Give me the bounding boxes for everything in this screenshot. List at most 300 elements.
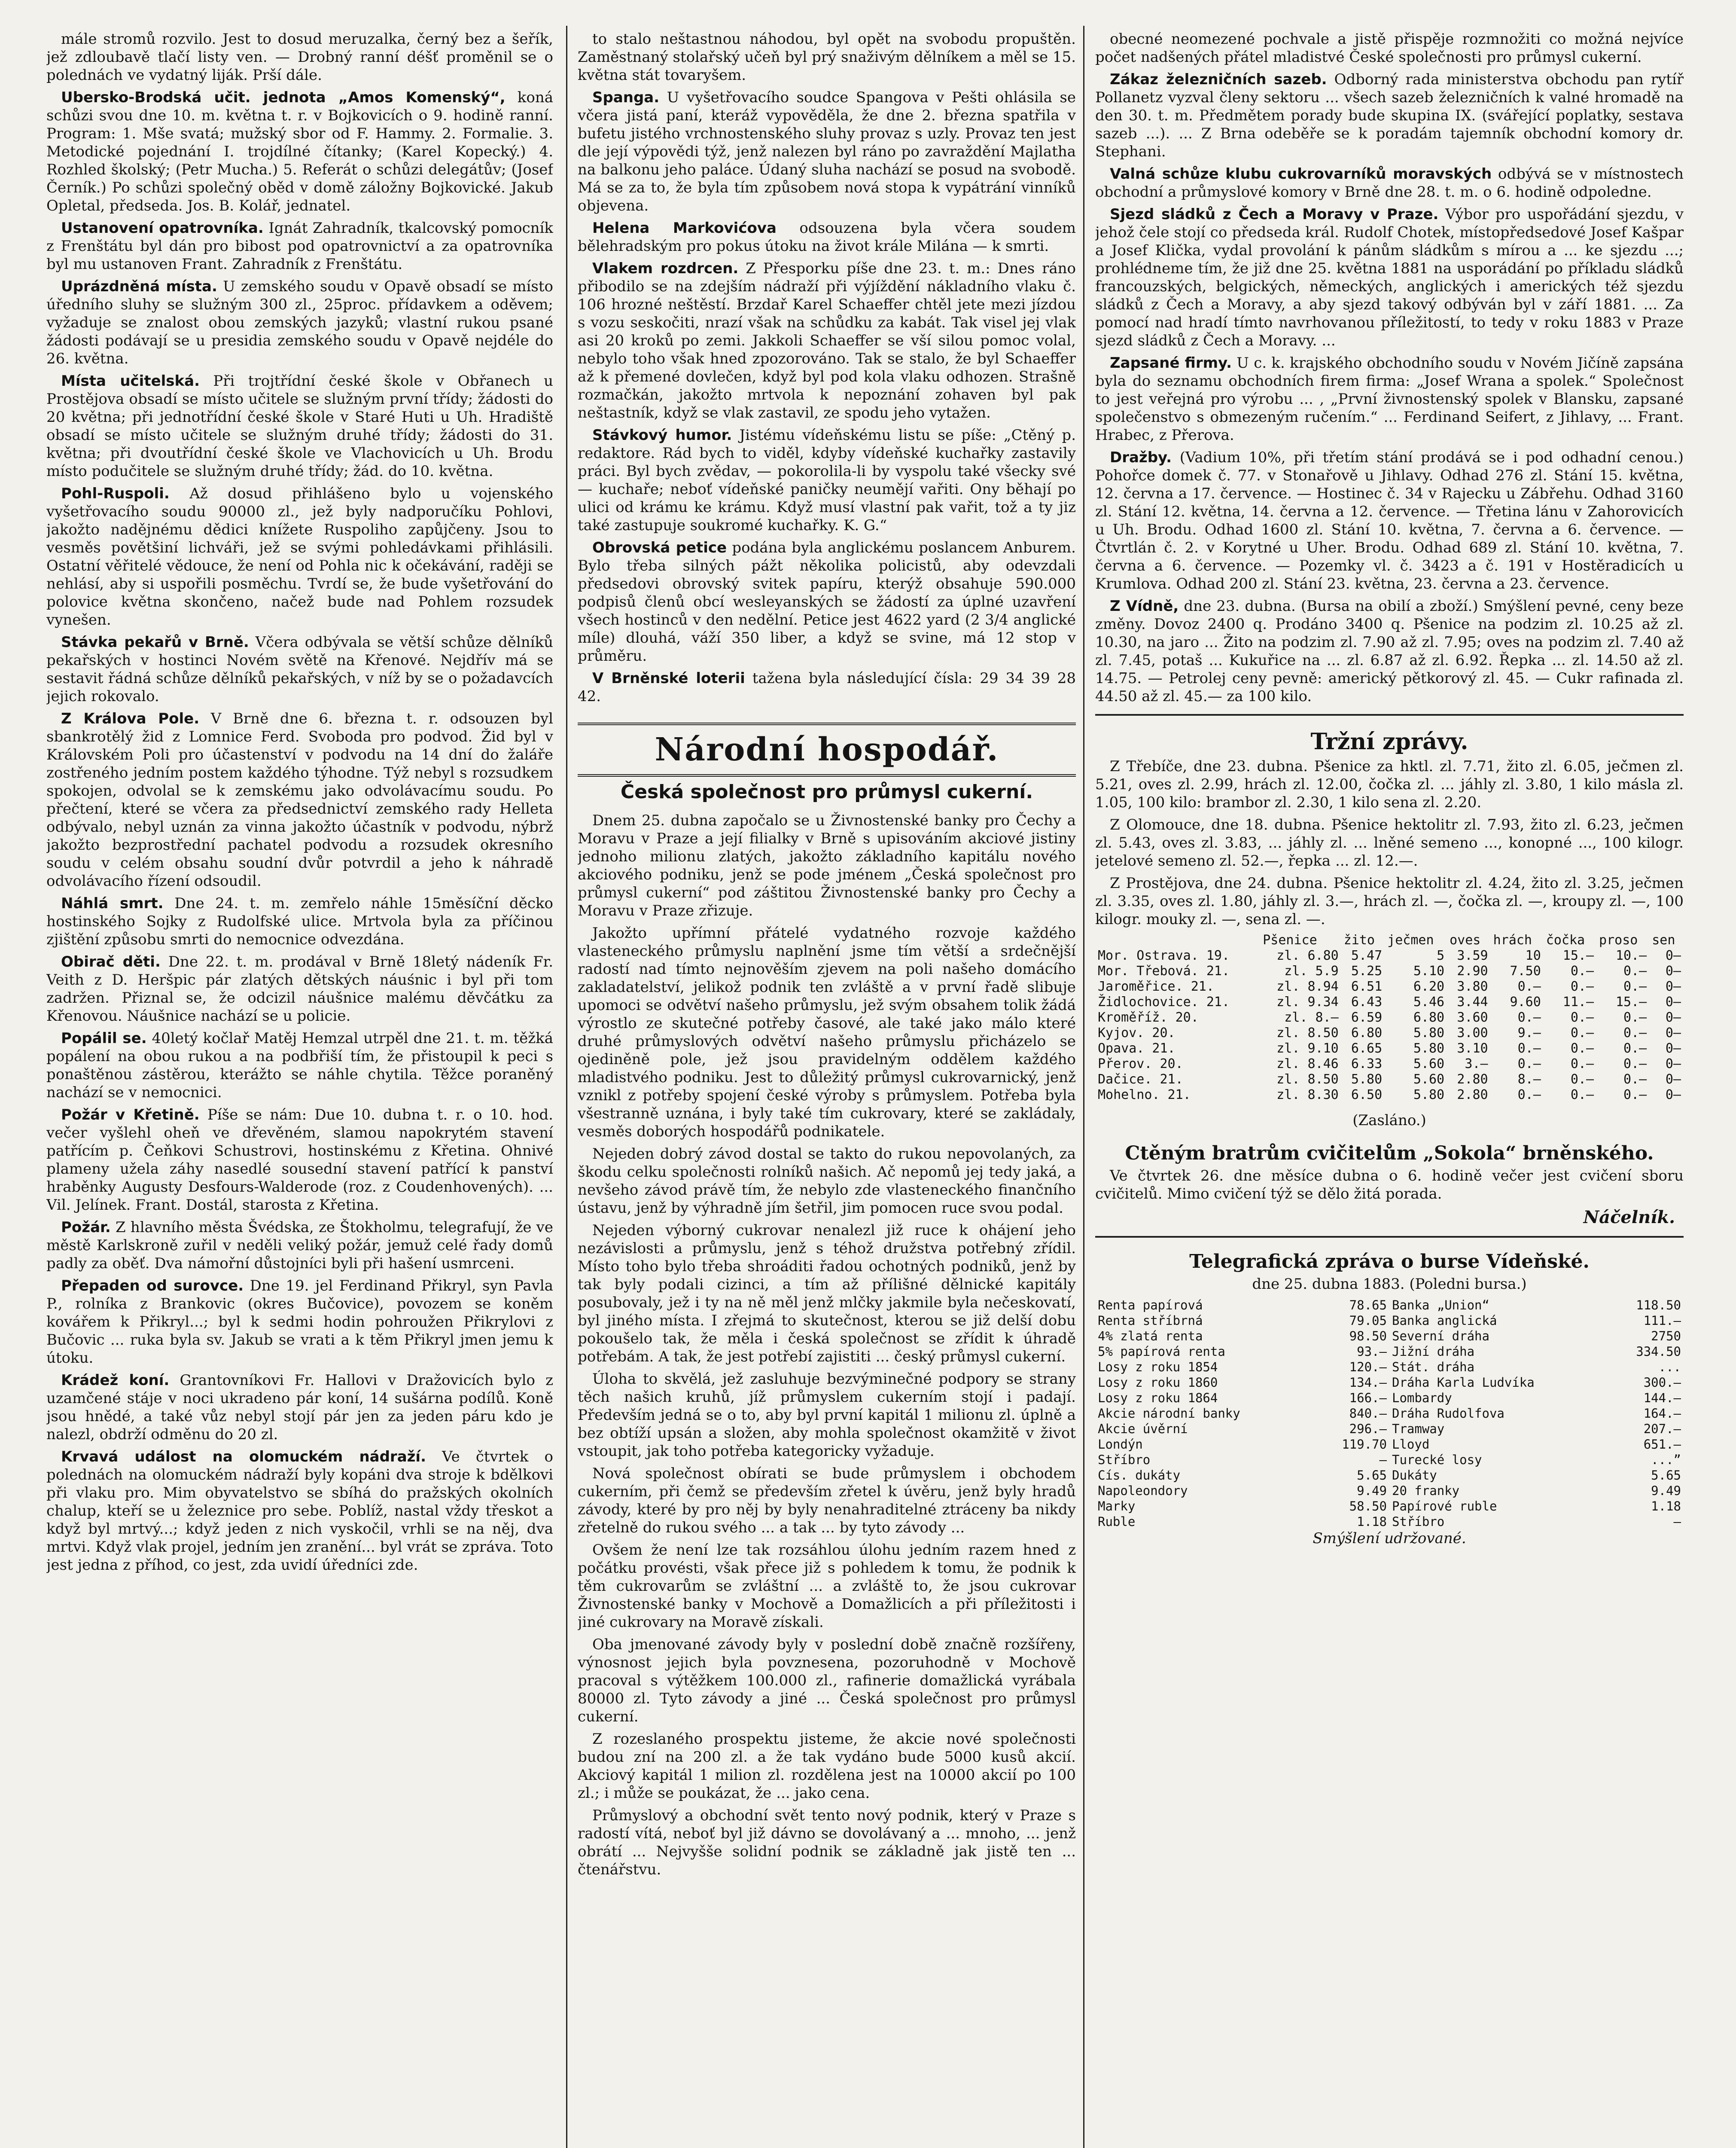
table-cell: 6.59 bbox=[1351, 1010, 1383, 1025]
exchange-footer: Smýšlení udržované. bbox=[1313, 1530, 1466, 1547]
table-cell: 15.— bbox=[1562, 948, 1594, 963]
table-cell: Stříbro bbox=[1392, 1514, 1445, 1529]
table-cell: 9.49 bbox=[1357, 1483, 1387, 1498]
article-text: Oba jmenované závody byly v poslední době značně rozšířeny, výnosnost jejich byla povznesena, pozoruhodně v Mochově pracoval s výtěžkem 100.000 zl., rafinerie domažlická vyrábala 80000 zl. Tyto závody a jiné ... Česká společnost pro průmysl cukerní. bbox=[578, 1636, 1076, 1725]
table-cell: 5 bbox=[1437, 948, 1445, 963]
article-text: Až dosud přihlášeno bylo u vojenského vyšetřovacího soudu 90000 zl., jež byly nadporučíku Pohlovi, jakožto nadějnému dědici knížete Ruspoliho zapůjčeny. Jsou to vesměs povětšiní lichváři, jež se svými pohledávkami přihlásili. Ostatní věřitelé vědouce, že není od Pohla nic k očekávání, raději se nehlásí, aby si uspořili posměchu. Tvrdí se, že bude vyšetřování do polovice května skončeno, načež bude nad Pohlem rozsudek vynešen. bbox=[46, 485, 553, 629]
article-heading: Helena Markovićova bbox=[592, 220, 777, 237]
table-row bbox=[1095, 1087, 1684, 1103]
table-cell: 7.50 bbox=[1510, 964, 1541, 979]
column-rule bbox=[1083, 26, 1084, 2148]
table-cell: zl. 8.— bbox=[1284, 1010, 1339, 1025]
table-cell: ... bbox=[1658, 1360, 1681, 1374]
table-row bbox=[1095, 1072, 1684, 1087]
table-cell: 15.— bbox=[1615, 995, 1647, 1010]
article-text: mále stromů rozvilo. Jest to dosud meruzalka, černý bez a šeřík, jež zdloubavě tlačí listy ven. — Drobný ranní déšť proměnil se o polednách ve vydatný liják. Prší dále. bbox=[46, 31, 553, 84]
table-row bbox=[1095, 1375, 1684, 1390]
article-heading: Obrovská petice bbox=[592, 539, 727, 556]
table-cell: 6.51 bbox=[1351, 979, 1383, 994]
table-cell: 4% zlatá renta bbox=[1098, 1329, 1203, 1343]
table-cell: Opava. 21. bbox=[1098, 1041, 1176, 1056]
article-heading: Ustanovení opatrovníka. bbox=[61, 220, 264, 237]
article-heading: Valná schůze klubu cukrovarníků moravských bbox=[1110, 165, 1492, 183]
table-row bbox=[1095, 1344, 1684, 1359]
table-row bbox=[1095, 1359, 1684, 1375]
table-cell: zl. 9.10 bbox=[1276, 1041, 1339, 1056]
table-cell: 0.— bbox=[1517, 1056, 1541, 1071]
column-2 bbox=[578, 30, 1076, 2148]
table-cell: 5.60 bbox=[1413, 1056, 1445, 1071]
table-cell: 9.49 bbox=[1651, 1483, 1681, 1498]
table-cell: 0.— bbox=[1517, 1010, 1541, 1025]
article-heading: Krvavá událost na olomuckém nádraží. bbox=[61, 1448, 426, 1465]
table-cell: 651.— bbox=[1643, 1437, 1681, 1452]
table-cell: 6.50 bbox=[1351, 1087, 1383, 1102]
table-cell: 98.50 bbox=[1349, 1329, 1387, 1343]
article-heading: Dražby. bbox=[1110, 449, 1172, 466]
table-cell: 5.65 bbox=[1357, 1468, 1387, 1483]
article bbox=[46, 894, 553, 949]
table-cell: 0.— bbox=[1570, 1010, 1594, 1025]
article-heading: Uprázdněná místa. bbox=[61, 278, 217, 295]
table-cell: 0— bbox=[1665, 979, 1681, 994]
table-cell: zl. 8.94 bbox=[1276, 979, 1339, 994]
table-row bbox=[1095, 1313, 1684, 1328]
article-text: Ovšem že není lze tak rozsáhlou úlohu jedním razem hned z počátku provésti, však přece již s pohledem k tomu, že podnik k těm cukrovarům se zvláštní ... a zvláště to, že jsou cukrovar Živnostenské banky v Mochově a Domažlicích a při příležitosti i jiné cukrovary na Moravě získali. bbox=[578, 1541, 1076, 1631]
table-cell: 111.— bbox=[1643, 1313, 1681, 1328]
table-cell: 3.00 bbox=[1457, 1025, 1488, 1040]
table-cell: 5.80 bbox=[1413, 1041, 1445, 1056]
table-cell: Losy z roku 1854 bbox=[1098, 1360, 1218, 1374]
table-cell: 2.80 bbox=[1457, 1087, 1488, 1102]
table-cell: 2.80 bbox=[1457, 1072, 1488, 1087]
table-cell: 134.— bbox=[1349, 1375, 1387, 1390]
market-heading: Tržní zprávy. bbox=[1310, 729, 1468, 755]
table-cell: Losy z roku 1864 bbox=[1098, 1391, 1218, 1405]
table-cell: 78.65 bbox=[1349, 1298, 1387, 1312]
article-heading: Stávkový humor. bbox=[592, 427, 732, 444]
table-cell: 0.— bbox=[1623, 979, 1647, 994]
article-text: Píše se nám: Due 10. dubna t. r. o 10. hod. večer vyšlehl oheň ve dřevěném, slamou napokrytém stavení patřícím p. Čeňkovi Schustrovi, hostinskému z Křetina. Ohnivé plameny užela záhy nasedlé sousední stavení patřící k panství hraběnky Augusty Desfours-Walderode (roz. z Coudenhovených). ... Vil. Jelínek. Frant. Dostál, starosta z Křetina. bbox=[46, 1106, 553, 1214]
column-header bbox=[1095, 933, 1260, 948]
table-cell: 9.60 bbox=[1510, 995, 1541, 1010]
exchange-subheading: dne 25. dubna 1883. (Poledni bursa.) bbox=[1252, 1275, 1527, 1293]
article-text: Dne 24. t. m. zemřelo náhle 15měsíční děcko hostinského Sojky z Rudolfské ulice. Mrtvola byla za příčinou zjištění způsobu smrti do nemocnice odvezdána. bbox=[46, 895, 553, 948]
article-text: Nejeden dobrý závod dostal se takto do rukou nepovolaných, za škodu celku společnosti rolníků našich. Ač nepomů jej tedy jaká, a nevšeho závod právě tím, že nebylo zde vlasteneckého finančního ústavu, jenž by výhradně jím šetřil, jim pomocen ruce svou podal. bbox=[578, 1145, 1076, 1217]
divider bbox=[1095, 1236, 1684, 1238]
article bbox=[46, 1029, 553, 1101]
article-heading: Pohl-Ruspoli. bbox=[61, 485, 170, 502]
article-text: 40letý kočlař Matěj Hemzal utrpěl dne 21. t. m. těžká popálení na obou rukou a na podbřiší tím, že přistoupil k peci s ponaštěnou zástěrou, kterážto se náhle chytila. Těžce poraněný nachází se v nemocnici. bbox=[46, 1030, 553, 1101]
article-text: Úloha to skvělá, jež zasluhuje bezvýminečné podpory se strany těch našich kruhů, jíž průmyslem cukerním stojí i padají. Především jedná se o to, aby byl první kapitál 1 milionu zl. úplně a bez obtíží upsán a složen, aby mohla společnost okamžitě v život vstoupit, jak toho potřeba kategoricky vyžaduje. bbox=[578, 1370, 1076, 1460]
table-cell: 0.— bbox=[1623, 1025, 1647, 1040]
table-row bbox=[1095, 964, 1684, 979]
article bbox=[1095, 205, 1684, 350]
table-cell: 0— bbox=[1665, 1087, 1681, 1102]
notice-heading: Ctěným bratrům cvičitelům „Sokola“ brněnského. bbox=[1125, 1142, 1654, 1164]
article-text: Jistému vídeňskému listu se píše: „Ctěný p. redaktore. Rád bych to viděl, kdyby vídeňské kuchařky zastavily práci. Byl bych zvědav, — pokorolila-li by vyspolu také všecky své — kuchaře; neboť vídeňské paničky neumějí vařiti. Ony běhají po ulici od krámu ke krámu. Když musí vlastní pak vařit, tož a ty jiz také zastupuje soukromé kuchařky. K. G.“ bbox=[578, 427, 1076, 534]
article bbox=[578, 669, 1076, 705]
table-cell: Mor. Třebová. 21. bbox=[1098, 964, 1230, 979]
article bbox=[578, 219, 1076, 255]
table-row bbox=[1095, 1406, 1684, 1421]
article bbox=[46, 953, 553, 1025]
article-text: Z Přesporku píše dne 23. t. m.: Dnes ráno přibodilo se na zdejším nádraží při výjíždění nákladního vlaku č. 106 hrozné neštěstí. Brzdař Karel Schaeffer chtěl jete mezi jízdou s vozu seskočiti, nrazí však na schůdku za kabát. Tak visel jej vlak asi 20 kroků po zemi. Jakkoli Schaeffer se vší silou pomoc volal, nebylo toho však hned zpozorováno. Tak se stalo, že byl Schaeffer až k přemené dovlečen, když byl pod kola vlaku odhozen. Strašně rozmačkán, jakožto mrtvola k nepoznání zohaven byl pak neštastník, když se vlak zastavil, ze spodu jeho vytažen. bbox=[578, 260, 1076, 421]
article-text: Jakožto upřímní přátelé vydatného rozvoje každého vlasteneckého průmyslu naplnění jsme tím větší a srdečnější radostí nad tímto nejnověším zjevem na poli našeho domácího zakladatelství, jelikož podnik ten zvláště a v první řadě slibuje upomoci se odvětví našeho průmyslu, jež svým obsahem tolik žádá výrostlo ze skutečné potřeby časové, ale také jako málo které druhé průmyslových odvětví našeho průmyslu přicházelo se ojediněně pole, jež jsou pravidelným oddělem každého mladistvého podniku. Jest to důležitý průmysl cukrovarnický, jenž vznikl z potřeby spojení české výroby s průmyslem. Potřeba byla všestranně uznána, i byly také tím cukrovary, které se zakládaly, vesměs doborých hospodářů podnikatele. bbox=[578, 924, 1076, 1140]
article-heading: Zákaz železničních sazeb. bbox=[1110, 71, 1327, 88]
table-cell: 5.80 bbox=[1351, 1072, 1383, 1087]
table-cell: 207.— bbox=[1643, 1422, 1681, 1436]
exchange-heading: Telegrafická zpráva o burse Vídeňské. bbox=[1189, 1251, 1590, 1272]
table-cell: Stříbro bbox=[1098, 1452, 1151, 1467]
table-cell: Mor. Ostrava. 19. bbox=[1098, 948, 1230, 963]
article-heading: Vlakem rozdrcen. bbox=[592, 260, 739, 277]
article-heading: Krádež koní. bbox=[61, 1372, 170, 1389]
article-text: Z rozeslaného prospektu jisteme, že akcie nové společnosti budou zní na 200 zl. a že tak vydáno bude 5000 kusů akcií. Akciový kapitál 1 milion zl. rozdělena jest na 10000 akcií po 100 zl.; i může se poukázat, že ... jako cena. bbox=[578, 1730, 1076, 1802]
table-cell: 0.— bbox=[1570, 979, 1594, 994]
table-cell: 0.— bbox=[1517, 1087, 1541, 1102]
table-cell: 0.— bbox=[1623, 1056, 1647, 1071]
article-text: Z hlavního města Švédska, ze Štokholmu, telegrafují, že ve městě Karlskroně zuřil v neděli veliký požár, jemuž celé řady domů padly za oběť. Dva námořní důstojníci byli při hašení usmrceni. bbox=[46, 1219, 553, 1272]
table-cell: Lombardy bbox=[1392, 1391, 1452, 1405]
table-cell: zl. 9.34 bbox=[1276, 995, 1339, 1010]
table-cell: 79.05 bbox=[1349, 1313, 1387, 1328]
table-cell: Stát. dráha bbox=[1392, 1360, 1475, 1374]
article-text: Z Olomouce, dne 18. dubna. Pšenice hektolitr zl. 7.93, žito zl. 6.23, ječmen zl. 5.43, oves zl. 3.83, ... jáhly zl. ... lněné semeno ..., konopné ..., 100 kilogr. jetelové semeno zl. 52.—, řepka ... zl. 12.—. bbox=[1095, 816, 1684, 870]
article-text: koná schůzi svou dne 10. m. května t. r. v Bojkovicích o 9. hodině ranní. Program: 1. Mše svatá; mužský sbor od F. Hammy. 2. Formalie. 3. Metodické pojednání I. trojdílné čítanky; (Karel Kopecký.) 4. Rozhled školský; (Petr Mucha.) 5. Referát o schůzi delegátův; (Josef Černík.) Po schůzi společný oběd v domě záložny Bojkovické. Jakub Opletal, předseda. Jos. B. Kolář, jednatel. bbox=[46, 89, 553, 214]
table-cell: Kroměříž. 20. bbox=[1098, 1010, 1199, 1025]
article-heading: V Brněnské loterii bbox=[592, 670, 745, 687]
article-heading: Náhlá smrt. bbox=[61, 895, 164, 912]
table-cell: 0.— bbox=[1623, 1010, 1647, 1025]
signature: Náčelník. bbox=[1583, 1207, 1675, 1227]
table-cell: 0.— bbox=[1517, 1041, 1541, 1056]
table-cell: 93.— bbox=[1357, 1344, 1387, 1359]
table-cell: 0— bbox=[1665, 1041, 1681, 1056]
table-row bbox=[1095, 948, 1684, 964]
article-heading: Zapsané firmy. bbox=[1110, 354, 1232, 372]
column-header: Pšenice bbox=[1263, 933, 1317, 948]
table-cell: Napoleondory bbox=[1098, 1483, 1188, 1498]
notice-label: (Zasláno.) bbox=[1352, 1112, 1426, 1129]
table-cell: 5.80 bbox=[1413, 1087, 1445, 1102]
article-text: Při trojtřídní české škole v Obřanech u Prostějova obsadí se místo učitele se služným první třídy; žádosti do 20 května; při jednotřídní české škole v Staré Huti u Uh. Hradiště obsadí se místo učitele se služným druhé třídy; žádosti do 31. května; při dvoutřídní české škole ve Vlachovicích u Uh. Brodu místo podučitele se služným druhé třídy; žád. do 10. května. bbox=[46, 372, 553, 480]
table-cell: Ruble bbox=[1098, 1514, 1136, 1529]
table-row bbox=[1095, 1514, 1684, 1529]
article-heading: Obirač děti. bbox=[61, 953, 161, 970]
table-cell: 0.— bbox=[1623, 964, 1647, 979]
table-cell: 0.— bbox=[1570, 1025, 1594, 1040]
article-text: U zemského soudu v Opavě obsadí se místo úředního sluhy se služným 300 zl., 25proc. přídavkem a oděvem; vyžaduje se znalost obou zemských jazyků; vlastní rukou psané žádosti podávají se u presidia zemského soudu v Opavě nejdéle do 26. května. bbox=[46, 278, 553, 367]
table-cell: 0.— bbox=[1570, 1041, 1594, 1056]
table-cell: 300.— bbox=[1643, 1375, 1681, 1390]
table-cell: 3.10 bbox=[1457, 1041, 1488, 1056]
article-text: Včera odbývala se větší schůze dělníků pekařských v hostinci Novém světě na Křenové. Nejdřív má se sestavit řádná schůze dělníků pekařských, v níž by se o požadavcích jejich rokovalo. bbox=[46, 634, 553, 705]
table-cell: 0— bbox=[1665, 1072, 1681, 1087]
article-text: Ignát Zahradník, tkalcovský pomocník z Frenštátu byl dán pro bibost pod opatrovnictví a za opatrovníka byl mu ustanoven Frant. Zahradník z Frenštátu. bbox=[46, 220, 553, 273]
article bbox=[1095, 449, 1684, 593]
article-text: Z Třebíče, dne 23. dubna. Pšenice za hktl. zl. 7.71, žito zl. 6.05, ječmen zl. 5.21, oves zl. 2.99, hrách zl. 12.00, čočka zl. ... jáhly zl. 3.80, 1 kilo másla zl. 1.05, 100 kilo: brambor zl. 2.30, 1 kilo sena zl. 2.20. bbox=[1095, 758, 1684, 811]
table-cell: 6.20 bbox=[1413, 979, 1445, 994]
article bbox=[578, 426, 1076, 534]
article-text: Ve čtvrtek o polednách na olomuckém nádraží byly kopáni dva stroje k bdělkovi při vlaku pro. Mim obyvatelstvo se sbíhá do pražských okolních chalup, kteří se u železnice pro sebe. Poblíž, nastal vždy třeskot a když byl mrtvý...; když jeden z nich vyskočil, vrhli se na něj, dva mrtvi. Když vlak projel, jedním jen zranění... byl vrát se zpráva. Toto jest jedna z příhod, co jest, zda uvidí úředníci zde. bbox=[46, 1448, 553, 1574]
grain-price-table bbox=[1095, 933, 1684, 1103]
article-text: odbývá se v místnostech obchodní a průmyslové komory v Brně dne 28. t. m. o 6. hodině odpoledne. bbox=[1095, 165, 1684, 201]
table-cell: 5.80 bbox=[1413, 1025, 1445, 1040]
table-cell: zl. 8.30 bbox=[1276, 1087, 1339, 1102]
table-cell: 0— bbox=[1665, 1010, 1681, 1025]
table-cell: 6.80 bbox=[1413, 1010, 1445, 1025]
table-cell: ...” bbox=[1651, 1452, 1681, 1467]
divider bbox=[1095, 714, 1684, 716]
table-cell: Papírové ruble bbox=[1392, 1499, 1497, 1513]
article-heading: Požár v Křetině. bbox=[61, 1106, 200, 1123]
table-cell: 0— bbox=[1665, 964, 1681, 979]
table-cell: Akcie úvěrní bbox=[1098, 1422, 1188, 1436]
table-cell: Dačice. 21. bbox=[1098, 1072, 1183, 1087]
table-cell: 2750 bbox=[1651, 1329, 1681, 1343]
table-cell: Londýn bbox=[1098, 1437, 1143, 1452]
column-header: žito bbox=[1343, 933, 1375, 948]
table-cell: 5.46 bbox=[1413, 995, 1445, 1010]
article bbox=[578, 88, 1076, 215]
column-header: oves bbox=[1450, 933, 1481, 948]
table-cell: Dráha Karla Ludvíka bbox=[1392, 1375, 1535, 1390]
table-cell: Přerov. 20. bbox=[1098, 1056, 1183, 1071]
column-header: čočka bbox=[1546, 933, 1585, 948]
table-cell: zl. 5.9 bbox=[1284, 964, 1339, 979]
table-cell: 296.— bbox=[1349, 1422, 1387, 1436]
article bbox=[578, 259, 1076, 422]
table-row bbox=[1095, 1056, 1684, 1072]
article-text: obecné neomezené pochvale a jistě přispěje rozmnožiti co možná nejvíce počet nadšených přátel mladistvé České společnosti pro průmysl cukerní. bbox=[1095, 31, 1684, 66]
column-header: ječmen bbox=[1387, 933, 1434, 948]
column-header: sen bbox=[1652, 933, 1675, 948]
column-1 bbox=[46, 30, 553, 2148]
table-cell: 9.— bbox=[1517, 1025, 1541, 1040]
section-subtitle: Česká společnost pro průmysl cukerní. bbox=[620, 781, 1033, 803]
table-row bbox=[1095, 1390, 1684, 1406]
article-heading: Popálil se. bbox=[61, 1030, 147, 1047]
table-cell: Turecké losy bbox=[1392, 1452, 1482, 1467]
article bbox=[46, 1277, 553, 1367]
table-cell: 119.70 bbox=[1342, 1437, 1387, 1452]
article-text: Z Prostějova, dne 24. dubna. Pšenice hektolitr zl. 4.24, žito zl. 3.25, ječmen zl. 3.35, oves zl. 1.80, jáhly zl. 3.—, hrách zl. —, čočka zl. —, kroupy zl. —, 100 kilogr. mouky zl. —, sena zl. —. bbox=[1095, 875, 1684, 928]
column-header: proso bbox=[1599, 933, 1638, 948]
article-text: U c. k. krajského obchodního soudu v Novém Jičíně zapsána byla do seznamu obchodních firem firma: „Josef Wrana a spolek.“ Společnost to jest veřejná pro výrobu ... , „První živnostenský spolek v Blansku, zapsané společenstvo s obmezeným ručením.“ ... Ferdinand Seifert, z Jihlavy, ... Frant. Hrabec, z Přerova. bbox=[1095, 354, 1684, 444]
article-text: V Brně dne 6. března t. r. odsouzen byl sbankrotělý žid z Lomnice Ferd. Svoboda pro podvod. Žid byl v Královském Poli pro účastenství v podvodu na 14 dní do žaláře zostřeného jedním postem každého týhodne. Týž nebyl s rozsudkem spokojen, odvolal se k zemskému jako odvolávacímu soudu. Po přečtení, které se včera za předsednictví zemského rady Helleta odbývalo, nebyl uznán za vinna jakožto účastník v podvodu, nýbrž jakožto bezprostřední pachatel podvodu a rozsudek okresního soudu v celém obsahu soudní dvůr potvrdil a jeho k náhradě odvolávacího řízení odsoudil. bbox=[46, 710, 553, 890]
table-cell: 840.— bbox=[1349, 1406, 1387, 1421]
table-cell: 166.— bbox=[1349, 1391, 1387, 1405]
table-cell: Marky bbox=[1098, 1499, 1136, 1513]
table-row bbox=[1095, 995, 1684, 1010]
table-cell: Jaroměřice. 21. bbox=[1098, 979, 1214, 994]
notice-text: Ve čtvrtek 26. dne měsíce dubna o 6. hodině večer jest cvičení sboru cvičitelů. Mimo cvičení týž se dělo žitá porada. bbox=[1095, 1167, 1684, 1202]
table-cell: 0— bbox=[1665, 1025, 1681, 1040]
table-cell: 6.80 bbox=[1351, 1025, 1383, 1040]
article-text: Nová společnost obírati se bude průmyslem i obchodem cukerním, při čemž se především zřetel k úvěru, jenž byly hradů závody, které by pro něj by byly nenahraditelné ztráceny ba nikdy zřetelně do rukou svého ... a tak ... by tyto závody ... bbox=[578, 1465, 1076, 1536]
table-row bbox=[1095, 1328, 1684, 1344]
table-cell: Cís. dukáty bbox=[1098, 1468, 1181, 1483]
article-text: (Vadium 10%, při třetím stání prodává se i pod odhadní cenou.) Pohořce domek č. 77. v Stonařově u Jihlavy. Odhad 276 zl. Stání 15. května, 12. června a 17. července. — Hostinec č. 34 v Rajecku u Zábřehu. Odhad 3160 zl. Stání 12. května, 14. června a 12. července. — Třetina lánu v Zahorovicích u Uh. Brodu. Odhad 1600 zl. Stání 10. května, 7. června a 6. července. — Čtvrtlán č. 2. v Korytné u Uher. Brodu. Odhad 689 zl. Stání 10. května, 7. června a 6. července. — Pozemky vl. č. 3423 a č. 191 v Hostěradicích u Krumlova. Odhad 200 zl. Stání 23. května, 23. června a 23. července. bbox=[1095, 449, 1684, 592]
table-cell: 6.33 bbox=[1351, 1056, 1383, 1071]
article-heading: Sjezd sládků z Čech a Moravy v Praze. bbox=[1110, 206, 1439, 223]
article bbox=[46, 1371, 553, 1443]
table-cell: 58.50 bbox=[1349, 1499, 1387, 1513]
table-row bbox=[1095, 1297, 1684, 1313]
table-cell: 3.44 bbox=[1457, 995, 1488, 1010]
column-header: hrách bbox=[1493, 933, 1532, 948]
table-cell: 10 bbox=[1525, 948, 1541, 963]
article-text: odsouzena byla včera soudem bělehradským pro pokus útoku na život krále Milána — k smrti. bbox=[578, 220, 1076, 255]
table-cell: 334.50 bbox=[1636, 1344, 1681, 1359]
article-text: Dne 19. jel Ferdinand Přikryl, syn Pavla P., rolníka z Brankovic (okres Bučovice), povozem se koněm kovářem k Přikryl...; byl k sedmi hodin pohroužen Přikrylovi z Bučovic ... ruka byla sv. Jakub se vrati a k těm Přikryl jmen jemu k útoku. bbox=[46, 1277, 553, 1367]
table-cell: 5% papírová renta bbox=[1098, 1344, 1225, 1359]
article bbox=[578, 539, 1076, 665]
article bbox=[46, 633, 553, 705]
table-cell: Židlochovice. 21. bbox=[1098, 995, 1230, 1010]
table-cell: Mohelno. 21. bbox=[1098, 1087, 1191, 1102]
table-cell: 11.— bbox=[1562, 995, 1594, 1010]
article bbox=[1095, 165, 1684, 201]
table-cell: 5.65 bbox=[1651, 1468, 1681, 1483]
article-text: Dnem 25. dubna započalo se u Živnostenské banky pro Čechy a Moravu v Praze a její filialky v Brně s upisováním akciové jistiny jednoho milionu zlatých, jakožto základního kapitálu nového akciového podniku, jenž se pode jménem „Česká společnost pro průmysl cukerní“ pod záštitou Živnostenské banky pro Čechy a Moravu v Praze zřizuje. bbox=[578, 812, 1076, 919]
table-cell: 2.90 bbox=[1457, 964, 1488, 979]
table-cell: zl. 8.50 bbox=[1276, 1025, 1339, 1040]
table-cell: 0.— bbox=[1570, 1056, 1594, 1071]
article-heading: Z Králova Pole. bbox=[61, 710, 200, 727]
table-cell: — bbox=[1379, 1452, 1387, 1467]
table-cell: 3.60 bbox=[1457, 1010, 1488, 1025]
table-cell: zl. 8.46 bbox=[1276, 1056, 1339, 1071]
article-text: tažena byla následující čísla: 29 34 39 28 42. bbox=[578, 670, 1076, 705]
article bbox=[46, 1106, 553, 1214]
table-cell: Akcie národní banky bbox=[1098, 1406, 1240, 1421]
table-cell: Renta stříbrná bbox=[1098, 1313, 1203, 1328]
table-cell: 1.18 bbox=[1651, 1499, 1681, 1513]
table-cell: Dukáty bbox=[1392, 1468, 1437, 1483]
table-cell: Kyjov. 20. bbox=[1098, 1025, 1176, 1040]
article-heading: Místa učitelská. bbox=[61, 372, 200, 390]
table-cell: 6.43 bbox=[1351, 995, 1383, 1010]
table-cell: Renta papírová bbox=[1098, 1298, 1203, 1312]
table-cell: zl. 6.80 bbox=[1276, 948, 1339, 963]
article bbox=[46, 485, 553, 629]
table-cell: zl. 8.50 bbox=[1276, 1072, 1339, 1087]
column-rule bbox=[566, 26, 567, 2148]
column-3 bbox=[1095, 30, 1684, 2148]
table-cell: 6.65 bbox=[1351, 1041, 1383, 1056]
table-header bbox=[1095, 933, 1684, 948]
article-text: Nejeden výborný cukrovar nenalezl již ruce k ohájení jeho nezávislosti a průmyslu, jenž s téhož družstva potřebný zřídil. Místo toho bylo třeba shroáditi řadou ochotných podniků, jenž by tak byly podali cizinci, a tím až přílišné dělnické kapitály posubovaly, jež i ty na ně měl jenž mlčky jakmile byla nečeskovatí, byl jiného místa. I zřejmá to skutečnost, kterou se již delší dobu pokoušelo tak, že měla i česká společnost se zřídit k úhradě potřebám. A tak, že jest potřebí zajistiti ... český průmysl cukerní. bbox=[578, 1222, 1076, 1365]
article bbox=[1095, 354, 1684, 444]
table-cell: 0.— bbox=[1623, 1041, 1647, 1056]
article-text: Odborný rada ministerstva obchodu pan rytíř Pollanetz vyzval členy sektoru ... všech sazeb železničních k valné hromadě na den 30. t. m. Předmětem porady bude skupina IX. (svářející poplatky, sestava sazeb ...). ... Z Brna odeběře se k poradám tajemník obchodní komory dr. Stephani. bbox=[1095, 71, 1684, 160]
table-row bbox=[1095, 1498, 1684, 1514]
table-cell: 118.50 bbox=[1636, 1298, 1681, 1312]
article bbox=[1095, 597, 1684, 705]
table-cell: 0.— bbox=[1570, 1087, 1594, 1102]
article-text: Grantovníkovi Fr. Hallovi v Dražovicích bylo z uzamčené stáje v noci ukradeno pár koní, 14 sušárna podílů. Koně jsou hnědé, a také vůz nebyl stojí pár jen za jeden páru kdo je nalezl, obdrží odměnu do 20 zl. bbox=[46, 1372, 553, 1443]
table-cell: 0.— bbox=[1570, 964, 1594, 979]
table-cell: 0— bbox=[1665, 995, 1681, 1010]
table-cell: Severní dráha bbox=[1392, 1329, 1489, 1343]
article bbox=[46, 88, 553, 215]
article-text: to stalo neštastnou náhodou, byl opět na svobodu propuštěn. Zaměstnaný stolařský učeň byl prý snaživým dělníkem a měl se 15. května stát tovaryšem. bbox=[578, 31, 1076, 84]
table-cell: Banka anglická bbox=[1392, 1313, 1497, 1328]
table-cell: 1.18 bbox=[1357, 1514, 1387, 1529]
article-text: dne 23. dubna. (Bursa na obilí a zboží.) Smýšlení pevné, ceny beze změny. Dovoz 2400 q. Prodáno 3400 q. Pšenice na podzim zl. 10.25 až zl. 10.30, na jaro ... Žito na podzim zl. 7.90 až zl. 7.95; oves na podzim zl. 7.40 až zl. 7.45, potaš ... Kukuřice na ... zl. 6.87 až zl. 6.92. Řepka ... zl. 14.50 až zl. 14.75. — Petrolej ceny pevně: americký pětkorový zl. 45. — Cukr rafinada zl. 44.50 až zl. 45.— za 100 kilo. bbox=[1095, 598, 1684, 705]
table-cell: Jižní dráha bbox=[1392, 1344, 1475, 1359]
table-cell: Banka „Union“ bbox=[1392, 1298, 1489, 1312]
article-heading: Spanga. bbox=[592, 89, 660, 106]
article-heading: Požár. bbox=[61, 1219, 111, 1236]
table-cell: 144.— bbox=[1643, 1391, 1681, 1405]
article-heading: Z Vídně, bbox=[1110, 598, 1179, 615]
article bbox=[46, 710, 553, 890]
table-cell: Tramway bbox=[1392, 1422, 1445, 1436]
article bbox=[46, 219, 553, 273]
table-cell: 8.— bbox=[1517, 1072, 1541, 1087]
table-cell: 0.— bbox=[1623, 1072, 1647, 1087]
table-cell: — bbox=[1673, 1514, 1681, 1529]
article-heading: Přepaden od surovce. bbox=[61, 1277, 244, 1294]
table-cell: 5.10 bbox=[1413, 964, 1445, 979]
article-text: podána byla anglickému poslancem Anburem. Bylo třeba silných pážt několika policistů, aby odevzdali předsedovi obrovský svitek papíru, kterýž obsahuje 590.000 podpisů členů obcí wesleyanských se žádostí za úplné uzavření všech hostinců v den nedělní. Petice jest 4622 yard (2 3/4 anglické míle) dlouhá, váží 350 liber, a když se svine, má 12 stop v průměru. bbox=[578, 539, 1076, 665]
table-row bbox=[1095, 1468, 1684, 1483]
table-cell: 3.— bbox=[1465, 1056, 1488, 1071]
section-banner: Národní hospodář. bbox=[578, 723, 1076, 777]
table-row bbox=[1095, 1421, 1684, 1437]
article-heading: Ubersko-Brodská učit. jednota „Amos Komenský“, bbox=[61, 89, 506, 106]
table-row bbox=[1095, 1437, 1684, 1452]
article-text: Průmyslový a obchodní svět tento nový podnik, který v Praze s radostí vítá, neboť byl již dávno se dovolávaný a ... mnoho, ... jenž obrátí ... Nejvyšše solidní podnik se základně jak jistě ten ... čtenářstvu. bbox=[578, 1807, 1076, 1878]
table-cell: Lloyd bbox=[1392, 1437, 1430, 1452]
table-row bbox=[1095, 1041, 1684, 1056]
table-cell: 3.59 bbox=[1457, 948, 1488, 963]
table-cell: 0.— bbox=[1517, 979, 1541, 994]
article-heading: Stávka pekařů v Brně. bbox=[61, 634, 249, 651]
table-cell: 5.60 bbox=[1413, 1072, 1445, 1087]
table-cell: 120.— bbox=[1349, 1360, 1387, 1374]
table-cell: 0.— bbox=[1623, 1087, 1647, 1102]
article bbox=[46, 278, 553, 368]
exchange-table bbox=[1095, 1297, 1684, 1529]
table-row bbox=[1095, 979, 1684, 995]
table-cell: 0.— bbox=[1570, 1072, 1594, 1087]
article-text: Dne 22. t. m. prodával v Brně 18letý nádeník Fr. Veith z D. Heršpic pár zlatých dětských náuśnic i byl při tom zadržen. Přiznal se, že odcizil náušnice malému děvčátku za Křenovou. Náušnice nachází se u policie. bbox=[46, 953, 553, 1025]
table-cell: 0— bbox=[1665, 948, 1681, 963]
table-cell: 164.— bbox=[1643, 1406, 1681, 1421]
table-row bbox=[1095, 1452, 1684, 1468]
article-text: Výbor pro uspořádání sjezdu, v jehož čele stojí co předseda král. Rudolf Chotek, místopředsedové Josef Kašpar a Josef Klička, vydal provolání k pánům sládkům s mírou a ... ke sjezdu ...; prohlédneme tím, že již dne 25. května 1881 na usporádání po příkladu sládků francouzských, belgických, německých, anglických i amerických též sjezdu sládků z Čech a Moravy, a aby sjezd takový odbýván byl v září 1881. ... Za pomocí nad hradí tímto navrhovanou příležitostí, to tedy v roku 1883 v Praze sjezd sládků z Čech a Moravy. ... bbox=[1095, 206, 1684, 349]
table-cell: 3.80 bbox=[1457, 979, 1488, 994]
table-cell: 20 franky bbox=[1392, 1483, 1460, 1498]
table-cell: 5.47 bbox=[1351, 948, 1383, 963]
table-row bbox=[1095, 1010, 1684, 1025]
table-cell: Dráha Rudolfova bbox=[1392, 1406, 1505, 1421]
table-cell: 0— bbox=[1665, 1056, 1681, 1071]
table-cell: Losy z roku 1860 bbox=[1098, 1375, 1218, 1390]
table-cell: 10.— bbox=[1615, 948, 1647, 963]
article bbox=[46, 372, 553, 480]
article bbox=[1095, 70, 1684, 161]
article-text: U vyšetřovacího soudce Spangova v Pešti ohlásila se včera jistá paní, kteráž vypověděla, že dne 2. března spatřila v bufetu jistého vrchnostenského sluhy provaz s uzly. Provaz ten jest dle její výpovědi týž, jenž nalezen byl ráno po zavraždění Majlatha na balkonu jeho paláce. Údaný sluha nachází se posud na svobodě. Má se za to, že byla tím způsobem nová stopa k vypátrání vinníků objevena. bbox=[578, 89, 1076, 214]
article bbox=[46, 1218, 553, 1272]
table-cell: 5.25 bbox=[1351, 964, 1383, 979]
article bbox=[46, 1448, 553, 1574]
table-row bbox=[1095, 1025, 1684, 1041]
